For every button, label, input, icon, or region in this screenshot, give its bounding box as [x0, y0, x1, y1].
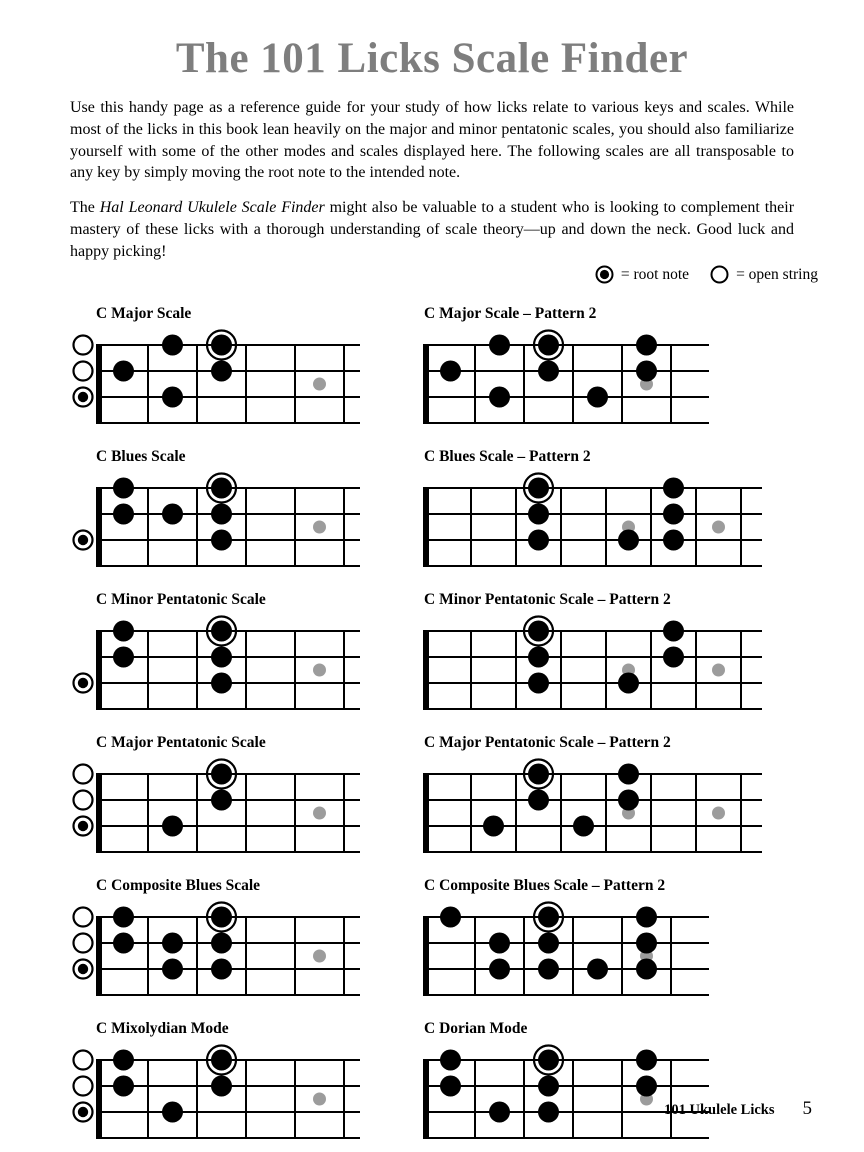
string-line — [99, 851, 360, 853]
page-footer — [664, 1098, 812, 1120]
open-root-dot — [78, 535, 88, 545]
open-string-circle — [74, 908, 93, 927]
note-dot — [618, 764, 639, 785]
note-dot — [489, 1102, 510, 1123]
fret-line — [695, 773, 697, 853]
note-dot — [113, 933, 134, 954]
second-paragraph-rest: might also be valuable to a student who is looking to complement their mastery of these licks with a thorough understanding of scale theory—up and down the neck. Good luck and happy picking! — [70, 199, 795, 260]
diagram-title: C Dorian Mode — [424, 1020, 528, 1038]
fret-line — [523, 344, 525, 424]
fret-line — [650, 630, 652, 710]
fretboard-diagram — [423, 615, 768, 725]
note-dot — [538, 1076, 559, 1097]
fret-line — [515, 773, 517, 853]
fret-line — [740, 630, 742, 710]
string-line — [426, 1085, 709, 1087]
nut — [423, 916, 429, 996]
note-dot — [113, 621, 134, 642]
open-string-circle — [74, 791, 93, 810]
note-dot — [489, 387, 510, 408]
note-dot — [211, 959, 232, 980]
note-dot — [489, 335, 510, 356]
fret-marker-dot — [712, 521, 725, 534]
open-root-dot — [78, 821, 88, 831]
footer-book-title: 101 Ukulele Licks — [664, 1102, 775, 1118]
nut — [423, 344, 429, 424]
fretboard-diagram — [423, 472, 768, 582]
root-note-dot — [211, 478, 232, 499]
open-string-legend-label: = open string — [736, 265, 818, 283]
string-line — [426, 487, 762, 489]
fret-marker-dot — [712, 664, 725, 677]
string-line — [426, 708, 762, 710]
fret-line — [650, 773, 652, 853]
string-line — [426, 1059, 709, 1061]
fret-line — [196, 344, 198, 424]
fretboard-diagram — [70, 901, 366, 1011]
fret-line — [621, 1059, 623, 1139]
note-dot — [162, 1102, 183, 1123]
note-dot — [538, 361, 559, 382]
open-string-circle — [74, 1051, 93, 1070]
note-dot — [587, 387, 608, 408]
fret-line — [245, 916, 247, 996]
note-dot — [162, 504, 183, 525]
note-dot — [636, 335, 657, 356]
string-line — [426, 630, 762, 632]
note-dot — [483, 816, 504, 837]
fretboard-diagram — [423, 758, 768, 868]
fret-marker-dot — [712, 807, 725, 820]
note-dot — [113, 1050, 134, 1071]
note-dot — [211, 504, 232, 525]
note-dot — [440, 1076, 461, 1097]
diagram-title: C Blues Scale – Pattern 2 — [424, 448, 591, 466]
fret-line — [147, 487, 149, 567]
fret-line — [474, 1059, 476, 1139]
fret-marker-dot — [313, 950, 326, 963]
fretboard-diagram — [70, 758, 366, 868]
nut — [423, 1059, 429, 1139]
note-dot — [211, 1076, 232, 1097]
note-dot — [636, 933, 657, 954]
string-line — [426, 344, 709, 346]
fret-line — [470, 630, 472, 710]
note-dot — [618, 530, 639, 551]
note-dot — [663, 647, 684, 668]
open-root-dot — [78, 392, 88, 402]
fret-line — [196, 1059, 198, 1139]
nut — [96, 916, 102, 996]
string-line — [426, 513, 762, 515]
open-string-circle — [74, 362, 93, 381]
fret-line — [621, 344, 623, 424]
fret-line — [294, 487, 296, 567]
note-dot — [489, 933, 510, 954]
root-note-icon — [594, 264, 615, 285]
fret-line — [670, 344, 672, 424]
fretboard-diagram — [70, 472, 366, 582]
string-line — [426, 539, 762, 541]
note-dot — [162, 387, 183, 408]
fret-line — [343, 344, 345, 424]
diagram-title: C Minor Pentatonic Scale – Pattern 2 — [424, 591, 671, 609]
note-dot — [440, 1050, 461, 1071]
root-note-dot — [538, 1050, 559, 1071]
note-dot — [113, 647, 134, 668]
root-note-dot — [211, 907, 232, 928]
string-line — [426, 942, 709, 944]
fret-marker-dot — [313, 807, 326, 820]
fret-line — [147, 916, 149, 996]
string-line — [99, 422, 360, 424]
root-note-dot — [538, 907, 559, 928]
scale-figure — [70, 1016, 423, 1152]
string-line — [99, 994, 360, 996]
diagram-title: C Mixolydian Mode — [96, 1020, 229, 1038]
note-dot — [211, 933, 232, 954]
fret-line — [294, 344, 296, 424]
scale-figure — [70, 587, 423, 730]
fret-marker-dot — [313, 378, 326, 391]
fret-line — [147, 344, 149, 424]
string-line — [99, 396, 360, 398]
note-dot — [211, 673, 232, 694]
diagram-title: C Major Scale – Pattern 2 — [424, 305, 597, 323]
diagram-title: C Minor Pentatonic Scale — [96, 591, 266, 609]
fret-marker-dot — [313, 1093, 326, 1106]
note-dot — [528, 530, 549, 551]
fret-line — [670, 916, 672, 996]
fret-line — [196, 630, 198, 710]
note-dot — [528, 504, 549, 525]
fret-line — [294, 1059, 296, 1139]
note-dot — [528, 790, 549, 811]
nut — [96, 630, 102, 710]
string-line — [426, 851, 762, 853]
string-line — [426, 916, 709, 918]
intro-paragraph: Use this handy page as a reference guide for your study of how licks relate to various keys and scales. While most of the licks in this book lean heavily on the major and minor pentatonic scales, you should also familiarize yourself with some of the other modes and scales displayed here. The following scales are all transposable to any key by simply moving the root note to the intended note. — [70, 99, 794, 182]
scale-figure — [423, 1016, 864, 1152]
fret-line — [294, 630, 296, 710]
nut — [96, 1059, 102, 1139]
string-line — [426, 656, 762, 658]
string-line — [99, 565, 360, 567]
fret-line — [470, 487, 472, 567]
diagram-title: C Composite Blues Scale – Pattern 2 — [424, 877, 666, 895]
string-line — [99, 1111, 360, 1113]
fret-line — [245, 344, 247, 424]
note-dot — [636, 959, 657, 980]
fretboard-diagram — [70, 615, 366, 725]
note-dot — [211, 361, 232, 382]
diagram-title: C Major Pentatonic Scale — [96, 734, 266, 752]
note-dot — [162, 959, 183, 980]
open-string-icon — [709, 264, 730, 285]
fret-line — [605, 630, 607, 710]
fret-line — [147, 630, 149, 710]
note-dot — [663, 530, 684, 551]
root-note-dot — [528, 764, 549, 785]
fret-line — [572, 916, 574, 996]
fret-line — [695, 630, 697, 710]
note-dot — [113, 361, 134, 382]
note-dot — [211, 790, 232, 811]
fret-line — [515, 487, 517, 567]
fret-line — [196, 487, 198, 567]
open-root-dot — [78, 678, 88, 688]
fret-line — [621, 916, 623, 996]
note-dot — [211, 530, 232, 551]
fret-line — [572, 344, 574, 424]
fret-line — [605, 487, 607, 567]
fret-line — [560, 487, 562, 567]
string-line — [426, 968, 709, 970]
string-line — [99, 825, 360, 827]
fret-line — [560, 773, 562, 853]
root-note-dot — [211, 335, 232, 356]
diagram-title: C Composite Blues Scale — [96, 877, 261, 895]
note-dot — [636, 1050, 657, 1071]
note-dot — [162, 816, 183, 837]
open-root-dot — [78, 964, 88, 974]
root-note-dot — [211, 621, 232, 642]
note-dot — [636, 907, 657, 928]
fret-line — [147, 773, 149, 853]
fretboard-diagram — [70, 1044, 366, 1152]
fret-line — [196, 773, 198, 853]
scale-diagrams-grid — [70, 301, 864, 1152]
note-dot — [162, 335, 183, 356]
fret-line — [515, 630, 517, 710]
fret-line — [294, 773, 296, 853]
fret-marker-dot — [313, 664, 326, 677]
note-dot — [587, 959, 608, 980]
fret-line — [294, 916, 296, 996]
fret-line — [196, 916, 198, 996]
string-line — [426, 682, 762, 684]
fret-marker-dot — [313, 521, 326, 534]
fret-line — [572, 1059, 574, 1139]
note-dot — [618, 673, 639, 694]
scale-figure — [70, 301, 423, 444]
note-dot — [636, 1076, 657, 1097]
scale-figure — [423, 873, 864, 1016]
fret-line — [560, 630, 562, 710]
fret-line — [147, 1059, 149, 1139]
note-dot — [489, 959, 510, 980]
note-dot — [528, 647, 549, 668]
scale-figure — [70, 444, 423, 587]
fret-line — [343, 916, 345, 996]
note-dot — [618, 790, 639, 811]
note-dot — [113, 478, 134, 499]
legend — [0, 264, 818, 285]
note-dot — [211, 647, 232, 668]
string-line — [426, 396, 709, 398]
note-dot — [573, 816, 594, 837]
root-note-dot — [538, 335, 559, 356]
root-note-dot — [211, 764, 232, 785]
string-line — [426, 994, 709, 996]
fret-line — [245, 487, 247, 567]
string-line — [426, 422, 709, 424]
open-string-circle — [74, 1077, 93, 1096]
fret-line — [245, 773, 247, 853]
fret-line — [343, 1059, 345, 1139]
open-string-circle — [74, 934, 93, 953]
note-dot — [663, 621, 684, 642]
note-dot — [538, 959, 559, 980]
fretboard-diagram — [423, 329, 715, 439]
note-dot — [636, 361, 657, 382]
nut — [423, 487, 429, 567]
fret-line — [343, 773, 345, 853]
root-note-legend-label: = root note — [620, 265, 690, 283]
fret-line — [245, 630, 247, 710]
string-line — [426, 799, 762, 801]
nut — [423, 773, 429, 853]
note-dot — [663, 478, 684, 499]
string-line — [426, 370, 709, 372]
fret-line — [695, 487, 697, 567]
open-root-dot — [78, 1107, 88, 1117]
open-string-circle — [74, 765, 93, 784]
string-line — [99, 1137, 360, 1139]
note-dot — [663, 504, 684, 525]
page-title: The 101 Licks Scale Finder — [175, 35, 689, 82]
scale-figure — [423, 587, 864, 730]
string-line — [426, 565, 762, 567]
fret-line — [650, 487, 652, 567]
nut — [423, 630, 429, 710]
fret-line — [474, 344, 476, 424]
note-dot — [113, 907, 134, 928]
string-line — [426, 1137, 709, 1139]
string-line — [99, 708, 360, 710]
footer-page-number: 5 — [802, 1098, 812, 1119]
fret-line — [523, 916, 525, 996]
string-line — [426, 773, 762, 775]
scale-figure — [423, 301, 864, 444]
fret-line — [474, 916, 476, 996]
root-note-dot — [528, 478, 549, 499]
fret-line — [245, 1059, 247, 1139]
diagram-title: C Blues Scale — [96, 448, 186, 466]
scale-figure — [423, 444, 864, 587]
scale-figure — [70, 730, 423, 873]
root-note-dot — [528, 621, 549, 642]
root-note-dot — [211, 1050, 232, 1071]
nut — [96, 344, 102, 424]
scale-figure — [423, 730, 864, 873]
note-dot — [528, 673, 549, 694]
fret-line — [343, 487, 345, 567]
fret-line — [740, 487, 742, 567]
fretboard-diagram — [423, 901, 715, 1011]
diagram-title: C Major Pentatonic Scale – Pattern 2 — [424, 734, 671, 752]
diagram-title: C Major Scale — [96, 305, 192, 323]
nut — [96, 773, 102, 853]
fret-line — [343, 630, 345, 710]
fret-line — [523, 1059, 525, 1139]
note-dot — [113, 1076, 134, 1097]
note-dot — [440, 907, 461, 928]
nut — [96, 487, 102, 567]
note-dot — [538, 933, 559, 954]
second-paragraph-prefix: The — [70, 199, 100, 216]
note-dot — [440, 361, 461, 382]
fret-line — [470, 773, 472, 853]
scale-figure — [70, 873, 423, 1016]
note-dot — [162, 933, 183, 954]
fretboard-diagram — [70, 329, 366, 439]
note-dot — [538, 1102, 559, 1123]
book-reference-italic: Hal Leonard Ukulele Scale Finder — [99, 199, 325, 216]
fret-line — [740, 773, 742, 853]
note-dot — [113, 504, 134, 525]
fret-line — [605, 773, 607, 853]
second-paragraph — [70, 197, 794, 262]
open-string-circle — [74, 336, 93, 355]
